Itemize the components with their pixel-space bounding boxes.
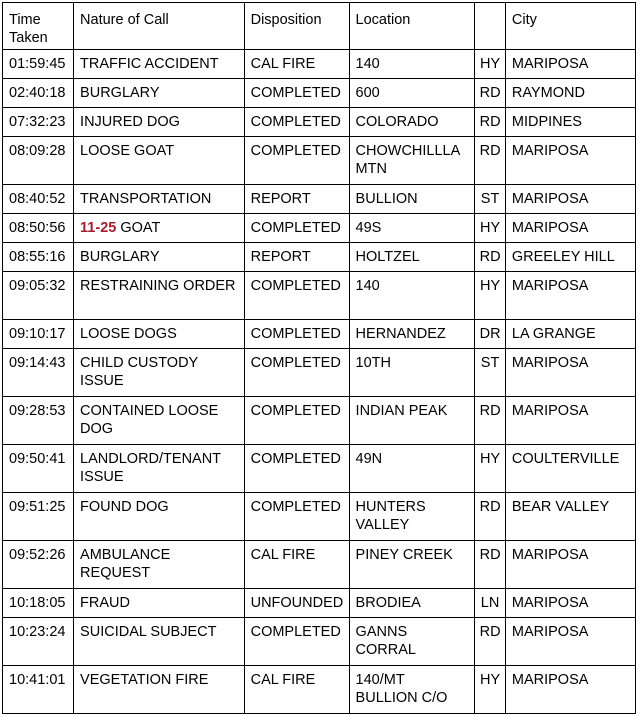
- table-row: [3, 445, 636, 493]
- cell-type: RD: [475, 79, 506, 108]
- cell-location: 140: [349, 272, 475, 320]
- table-row: [3, 349, 636, 397]
- cell-city: LA GRANGE: [505, 320, 635, 349]
- cell-type: RD: [475, 243, 506, 272]
- header-disposition: Disposition: [244, 3, 349, 50]
- cell-type: RD: [475, 108, 506, 137]
- cell-disposition: CAL FIRE: [244, 666, 349, 714]
- cell-type: RD: [475, 137, 506, 185]
- cell-city: MARIPOSA: [505, 589, 635, 618]
- table-row: [3, 272, 636, 320]
- table-row: [3, 243, 636, 272]
- cell-disposition: CAL FIRE: [244, 50, 349, 79]
- cell-nature: FOUND DOG: [74, 493, 245, 541]
- cell-nature: FRAUD: [74, 589, 245, 618]
- cell-location: CHOWCHILLLA MTN: [349, 137, 475, 185]
- cell-location: 600: [349, 79, 475, 108]
- cell-nature: BURGLARY: [74, 79, 245, 108]
- cell-type: HY: [475, 445, 506, 493]
- cell-location: HUNTERS VALLEY: [349, 493, 475, 541]
- cell-city: COULTERVILLE: [505, 445, 635, 493]
- cell-type: ST: [475, 185, 506, 214]
- cell-type: RD: [475, 397, 506, 445]
- cell-location: 140/MT BULLION C/O: [349, 666, 475, 714]
- table-row: [3, 589, 636, 618]
- cell-type: HY: [475, 214, 506, 243]
- cell-nature: LOOSE GOAT: [74, 137, 245, 185]
- cell-disposition: COMPLETED: [244, 445, 349, 493]
- cell-disposition: COMPLETED: [244, 320, 349, 349]
- table-row: [3, 493, 636, 541]
- cell-disposition: COMPLETED: [244, 108, 349, 137]
- header-nature: Nature of Call: [74, 3, 245, 50]
- cell-time: 09:28:53: [3, 397, 74, 445]
- cell-location: 10TH: [349, 349, 475, 397]
- cell-nature: SUICIDAL SUBJECT: [74, 618, 245, 666]
- cell-time: 09:50:41: [3, 445, 74, 493]
- cell-city: RAYMOND: [505, 79, 635, 108]
- call-code: 11-25: [80, 220, 117, 236]
- cell-city: MIDPINES: [505, 108, 635, 137]
- cell-time: 09:14:43: [3, 349, 74, 397]
- cell-nature: [74, 214, 245, 243]
- cell-city: BEAR VALLEY: [505, 493, 635, 541]
- table-row: [3, 79, 636, 108]
- cell-disposition: COMPLETED: [244, 493, 349, 541]
- cell-type: HY: [475, 272, 506, 320]
- cell-disposition: COMPLETED: [244, 79, 349, 108]
- nature-text: GOAT: [120, 220, 161, 236]
- cell-time: 09:05:32: [3, 272, 74, 320]
- cell-type: ST: [475, 349, 506, 397]
- cell-city: MARIPOSA: [505, 618, 635, 666]
- table-row: [3, 50, 636, 79]
- cell-location: GANNS CORRAL: [349, 618, 475, 666]
- cell-nature: BURGLARY: [74, 243, 245, 272]
- table-row: [3, 618, 636, 666]
- cell-time: 10:41:01: [3, 666, 74, 714]
- table-row: [3, 185, 636, 214]
- cell-location: BULLION: [349, 185, 475, 214]
- cell-time: 09:10:17: [3, 320, 74, 349]
- cell-city: MARIPOSA: [505, 397, 635, 445]
- cell-disposition: COMPLETED: [244, 272, 349, 320]
- cell-location: 49S: [349, 214, 475, 243]
- cell-location: BRODIEA: [349, 589, 475, 618]
- cell-disposition: COMPLETED: [244, 397, 349, 445]
- cell-nature: INJURED DOG: [74, 108, 245, 137]
- cell-nature: CONTAINED LOOSE DOG: [74, 397, 245, 445]
- cell-nature: RESTRAINING ORDER: [74, 272, 245, 320]
- cell-disposition: COMPLETED: [244, 137, 349, 185]
- cell-time: 08:50:56: [3, 214, 74, 243]
- cell-location: PINEY CREEK: [349, 541, 475, 589]
- cell-location: HOLTZEL: [349, 243, 475, 272]
- cell-nature: VEGETATION FIRE: [74, 666, 245, 714]
- cell-type: HY: [475, 50, 506, 79]
- cell-type: HY: [475, 666, 506, 714]
- table-row: [3, 666, 636, 714]
- table-row: [3, 137, 636, 185]
- table-row: [3, 397, 636, 445]
- cell-location: INDIAN PEAK: [349, 397, 475, 445]
- cell-type: DR: [475, 320, 506, 349]
- cell-nature: TRAFFIC ACCIDENT: [74, 50, 245, 79]
- cell-location: HERNANDEZ: [349, 320, 475, 349]
- cell-city: GREELEY HILL: [505, 243, 635, 272]
- cell-nature: LANDLORD/TENANT ISSUE: [74, 445, 245, 493]
- cell-nature: CHILD CUSTODY ISSUE: [74, 349, 245, 397]
- cell-type: RD: [475, 493, 506, 541]
- cell-city: MARIPOSA: [505, 272, 635, 320]
- cell-type: LN: [475, 589, 506, 618]
- cell-disposition: COMPLETED: [244, 618, 349, 666]
- cell-disposition: UNFOUNDED: [244, 589, 349, 618]
- header-city: City: [505, 3, 635, 50]
- cell-disposition: CAL FIRE: [244, 541, 349, 589]
- cell-disposition: REPORT: [244, 185, 349, 214]
- cell-time: 10:18:05: [3, 589, 74, 618]
- cell-city: MARIPOSA: [505, 349, 635, 397]
- cell-city: MARIPOSA: [505, 541, 635, 589]
- header-location: Location: [349, 3, 475, 50]
- cell-time: 01:59:45: [3, 50, 74, 79]
- cell-city: MARIPOSA: [505, 50, 635, 79]
- cell-location: 49N: [349, 445, 475, 493]
- cell-location: 140: [349, 50, 475, 79]
- cell-city: MARIPOSA: [505, 214, 635, 243]
- cell-time: 10:23:24: [3, 618, 74, 666]
- table-row: [3, 320, 636, 349]
- cell-nature: AMBULANCE REQUEST: [74, 541, 245, 589]
- cell-time: 02:40:18: [3, 79, 74, 108]
- cell-type: RD: [475, 618, 506, 666]
- cell-disposition: COMPLETED: [244, 214, 349, 243]
- table-header-row: [3, 3, 636, 50]
- cell-disposition: COMPLETED: [244, 349, 349, 397]
- cell-city: MARIPOSA: [505, 185, 635, 214]
- cell-nature: TRANSPORTATION: [74, 185, 245, 214]
- cell-time: 09:51:25: [3, 493, 74, 541]
- call-log-table: [2, 2, 636, 714]
- cell-location: COLORADO: [349, 108, 475, 137]
- cell-type: RD: [475, 541, 506, 589]
- table-row: [3, 108, 636, 137]
- cell-time: 08:55:16: [3, 243, 74, 272]
- cell-time: 09:52:26: [3, 541, 74, 589]
- cell-city: MARIPOSA: [505, 137, 635, 185]
- table-row: [3, 541, 636, 589]
- table-row: [3, 214, 636, 243]
- cell-time: 07:32:23: [3, 108, 74, 137]
- cell-time: 08:09:28: [3, 137, 74, 185]
- cell-city: MARIPOSA: [505, 666, 635, 714]
- cell-nature: LOOSE DOGS: [74, 320, 245, 349]
- header-time: Time Taken: [3, 3, 74, 50]
- cell-disposition: REPORT: [244, 243, 349, 272]
- cell-time: 08:40:52: [3, 185, 74, 214]
- header-type: [475, 3, 506, 50]
